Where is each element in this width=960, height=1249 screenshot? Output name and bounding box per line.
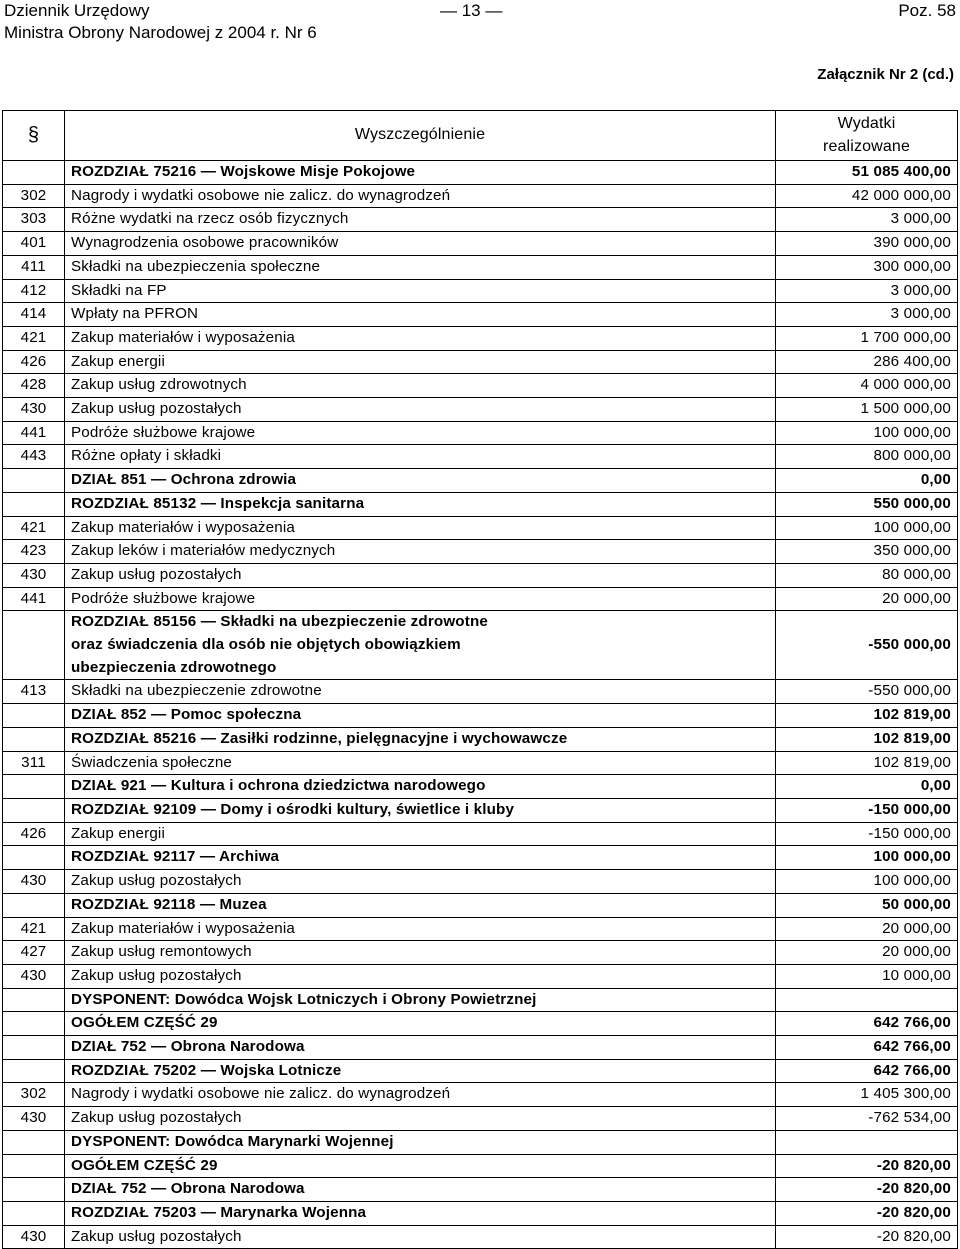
table-row	[3, 1083, 958, 1107]
row-amount: -20 820,00	[776, 1225, 958, 1249]
row-section-code	[3, 1036, 65, 1060]
table-heading-row	[3, 727, 958, 751]
table-row	[3, 232, 958, 256]
row-description: Zakup materiałów i wyposażenia	[65, 516, 776, 540]
table-heading-row	[3, 704, 958, 728]
table-row	[3, 1225, 958, 1249]
row-section-code	[3, 727, 65, 751]
row-description: Zakup usług pozostałych	[65, 1107, 776, 1131]
table-row	[3, 208, 958, 232]
table-row	[3, 374, 958, 398]
row-description: Zakup leków i materiałów medycznych	[65, 540, 776, 564]
row-amount: 3 000,00	[776, 303, 958, 327]
row-description: Świadczenia społeczne	[65, 751, 776, 775]
row-amount: 102 819,00	[776, 727, 958, 751]
row-description: OGÓŁEM CZĘŚĆ 29	[65, 1012, 776, 1036]
row-description-line: oraz świadczenia dla osób nie objętych obowiązkiem	[71, 636, 461, 654]
row-amount: 350 000,00	[776, 540, 958, 564]
row-description: Nagrody i wydatki osobowe nie zalicz. do wynagrodzeń	[65, 1083, 776, 1107]
table-row	[3, 184, 958, 208]
row-section-code	[3, 161, 65, 185]
journal-title: Dziennik Urzędowy	[4, 1, 150, 20]
row-description: ROZDZIAŁ 92109 — Domy i ośrodki kultury, świetlice i kluby	[65, 798, 776, 822]
row-section-code: 414	[3, 303, 65, 327]
amount-header-line-1: Wydatki	[837, 114, 896, 132]
table-row	[3, 941, 958, 965]
row-description: DYSPONENT: Dowódca Wojsk Lotniczych i Obrony Powietrznej	[65, 988, 776, 1012]
table-row	[3, 421, 958, 445]
row-section-code: 423	[3, 540, 65, 564]
row-section-code: 413	[3, 680, 65, 704]
row-amount: 100 000,00	[776, 870, 958, 894]
row-amount: 1 500 000,00	[776, 398, 958, 422]
table-heading-row	[3, 469, 958, 493]
row-description: Zakup materiałów i wyposażenia	[65, 326, 776, 350]
row-amount: 20 000,00	[776, 587, 958, 611]
row-section-code: 421	[3, 326, 65, 350]
row-section-code	[3, 1154, 65, 1178]
table-heading-row	[3, 893, 958, 917]
table-row	[3, 751, 958, 775]
page-header	[0, 0, 960, 48]
row-section-code	[3, 704, 65, 728]
row-section-code	[3, 492, 65, 516]
row-amount: 3 000,00	[776, 208, 958, 232]
row-description: DZIAŁ 852 — Pomoc społeczna	[65, 704, 776, 728]
amount-header-line-2: realizowane	[822, 137, 911, 155]
table-row	[3, 1107, 958, 1131]
table-row	[3, 398, 958, 422]
row-section-code	[3, 1012, 65, 1036]
row-description: Podróże służbowe krajowe	[65, 421, 776, 445]
row-section-code	[3, 611, 65, 680]
table-row	[3, 680, 958, 704]
row-amount: -20 820,00	[776, 1178, 958, 1202]
row-amount: -20 820,00	[776, 1201, 958, 1225]
row-amount: -150 000,00	[776, 798, 958, 822]
table-heading-row	[3, 492, 958, 516]
row-description: Składki na ubezpieczenie zdrowotne	[65, 680, 776, 704]
row-description: Zakup energii	[65, 350, 776, 374]
row-amount: 1 405 300,00	[776, 1083, 958, 1107]
row-description: Zakup usług remontowych	[65, 941, 776, 965]
row-description: Wpłaty na PFRON	[65, 303, 776, 327]
row-section-code	[3, 1130, 65, 1154]
row-section-code	[3, 1059, 65, 1083]
row-section-code	[3, 1178, 65, 1202]
row-amount: 3 000,00	[776, 279, 958, 303]
row-section-code: 412	[3, 279, 65, 303]
row-section-code: 401	[3, 232, 65, 256]
row-amount: 102 819,00	[776, 751, 958, 775]
row-section-code: 430	[3, 1225, 65, 1249]
row-amount: 0,00	[776, 775, 958, 799]
row-section-code: 441	[3, 421, 65, 445]
row-description: ROZDZIAŁ 75203 — Marynarka Wojenna	[65, 1201, 776, 1225]
row-section-code	[3, 469, 65, 493]
row-section-code	[3, 1201, 65, 1225]
table-heading-row	[3, 988, 958, 1012]
table-row	[3, 279, 958, 303]
row-description: Zakup usług zdrowotnych	[65, 374, 776, 398]
row-section-code: 427	[3, 941, 65, 965]
row-amount: 102 819,00	[776, 704, 958, 728]
row-description: DZIAŁ 851 — Ochrona zdrowia	[65, 469, 776, 493]
row-amount: -550 000,00	[776, 611, 958, 680]
row-description: Zakup usług pozostałych	[65, 1225, 776, 1249]
table-heading-row	[3, 1201, 958, 1225]
row-description: ROZDZIAŁ 75202 — Wojska Lotnicze	[65, 1059, 776, 1083]
table-heading-row	[3, 1130, 958, 1154]
row-section-code: 430	[3, 1107, 65, 1131]
row-amount: -20 820,00	[776, 1154, 958, 1178]
row-description: Zakup usług pozostałych	[65, 563, 776, 587]
row-description: Zakup usług pozostałych	[65, 870, 776, 894]
row-amount: 550 000,00	[776, 492, 958, 516]
table-row	[3, 516, 958, 540]
row-amount: 100 000,00	[776, 516, 958, 540]
description-column-header: Wyszczególnienie	[65, 111, 776, 161]
row-description: Różne opłaty i składki	[65, 445, 776, 469]
row-amount: 642 766,00	[776, 1059, 958, 1083]
row-description: DZIAŁ 752 — Obrona Narodowa	[65, 1178, 776, 1202]
section-column-header: §	[3, 111, 65, 161]
row-description: Składki na ubezpieczenia społeczne	[65, 255, 776, 279]
table-heading-row	[3, 1036, 958, 1060]
row-description: Zakup energii	[65, 822, 776, 846]
table-heading-row	[3, 798, 958, 822]
row-description-line: ROZDZIAŁ 85156 — Składki na ubezpieczenie zdrowotne	[71, 613, 488, 631]
row-description: Zakup usług pozostałych	[65, 964, 776, 988]
row-section-code	[3, 775, 65, 799]
row-section-code: 421	[3, 516, 65, 540]
table-heading-row	[3, 1154, 958, 1178]
budget-table	[2, 110, 958, 1249]
row-amount: 642 766,00	[776, 1036, 958, 1060]
row-section-code: 421	[3, 917, 65, 941]
row-section-code: 441	[3, 587, 65, 611]
row-description: Składki na FP	[65, 279, 776, 303]
row-section-code: 302	[3, 1083, 65, 1107]
row-section-code	[3, 846, 65, 870]
row-amount: 4 000 000,00	[776, 374, 958, 398]
row-description: Różne wydatki na rzecz osób fizycznych	[65, 208, 776, 232]
row-amount: 50 000,00	[776, 893, 958, 917]
row-amount: 80 000,00	[776, 563, 958, 587]
table-heading-row	[3, 846, 958, 870]
page-number: — 13 —	[440, 1, 503, 20]
table-heading-row	[3, 775, 958, 799]
position-number: Poz. 58	[898, 1, 956, 20]
row-section-code: 302	[3, 184, 65, 208]
row-description-line: ubezpieczenia zdrowotnego	[71, 658, 277, 676]
table-row	[3, 540, 958, 564]
row-description: ROZDZIAŁ 85132 — Inspekcja sanitarna	[65, 492, 776, 516]
row-amount: 1 700 000,00	[776, 326, 958, 350]
row-section-code	[3, 893, 65, 917]
row-section-code	[3, 988, 65, 1012]
row-description: DYSPONENT: Dowódca Marynarki Wojennej	[65, 1130, 776, 1154]
table-heading-row	[3, 161, 958, 185]
row-section-code: 430	[3, 964, 65, 988]
row-section-code: 430	[3, 870, 65, 894]
row-section-code: 411	[3, 255, 65, 279]
row-description: ROZDZIAŁ 92117 — Archiwa	[65, 846, 776, 870]
table-row	[3, 563, 958, 587]
row-section-code: 426	[3, 350, 65, 374]
table-heading-row	[3, 611, 958, 680]
row-section-code: 311	[3, 751, 65, 775]
table-heading-row	[3, 1178, 958, 1202]
annex-label: Załącznik Nr 2 (cd.)	[817, 66, 954, 83]
table-header-row	[3, 111, 958, 161]
row-description: DZIAŁ 752 — Obrona Narodowa	[65, 1036, 776, 1060]
table-row	[3, 303, 958, 327]
row-amount: 100 000,00	[776, 421, 958, 445]
table-heading-row	[3, 1059, 958, 1083]
row-description: Wynagrodzenia osobowe pracowników	[65, 232, 776, 256]
row-description: Podróże służbowe krajowe	[65, 587, 776, 611]
row-amount: -762 534,00	[776, 1107, 958, 1131]
table-row	[3, 445, 958, 469]
row-description: Zakup usług pozostałych	[65, 398, 776, 422]
row-amount: 20 000,00	[776, 941, 958, 965]
row-amount: -150 000,00	[776, 822, 958, 846]
row-section-code: 426	[3, 822, 65, 846]
table-row	[3, 822, 958, 846]
row-amount: 51 085 400,00	[776, 161, 958, 185]
row-section-code: 430	[3, 563, 65, 587]
table-heading-row	[3, 1012, 958, 1036]
row-description: ROZDZIAŁ 92118 — Muzea	[65, 893, 776, 917]
table-row	[3, 350, 958, 374]
row-description	[65, 611, 776, 680]
row-amount: 100 000,00	[776, 846, 958, 870]
row-amount	[776, 988, 958, 1012]
row-section-code: 303	[3, 208, 65, 232]
row-section-code: 428	[3, 374, 65, 398]
table-row	[3, 870, 958, 894]
row-description: Zakup materiałów i wyposażenia	[65, 917, 776, 941]
row-amount: 0,00	[776, 469, 958, 493]
amount-column-header	[776, 111, 958, 161]
row-amount: 286 400,00	[776, 350, 958, 374]
table-row	[3, 326, 958, 350]
row-amount: 10 000,00	[776, 964, 958, 988]
row-amount: 42 000 000,00	[776, 184, 958, 208]
row-section-code	[3, 798, 65, 822]
row-description: ROZDZIAŁ 85216 — Zasiłki rodzinne, pielęgnacyjne i wychowawcze	[65, 727, 776, 751]
row-description: OGÓŁEM CZĘŚĆ 29	[65, 1154, 776, 1178]
row-amount: -550 000,00	[776, 680, 958, 704]
table-row	[3, 917, 958, 941]
row-amount: 390 000,00	[776, 232, 958, 256]
row-amount: 642 766,00	[776, 1012, 958, 1036]
row-amount: 20 000,00	[776, 917, 958, 941]
row-section-code: 443	[3, 445, 65, 469]
row-description: ROZDZIAŁ 75216 — Wojskowe Misje Pokojowe	[65, 161, 776, 185]
table-row	[3, 587, 958, 611]
row-section-code: 430	[3, 398, 65, 422]
table-row	[3, 964, 958, 988]
row-amount: 800 000,00	[776, 445, 958, 469]
table-row	[3, 255, 958, 279]
row-amount	[776, 1130, 958, 1154]
table-body	[3, 161, 958, 1249]
row-description: DZIAŁ 921 — Kultura i ochrona dziedzictwa narodowego	[65, 775, 776, 799]
row-amount: 300 000,00	[776, 255, 958, 279]
publisher-line: Ministra Obrony Narodowej z 2004 r. Nr 6	[4, 23, 317, 42]
row-description: Nagrody i wydatki osobowe nie zalicz. do wynagrodzeń	[65, 184, 776, 208]
